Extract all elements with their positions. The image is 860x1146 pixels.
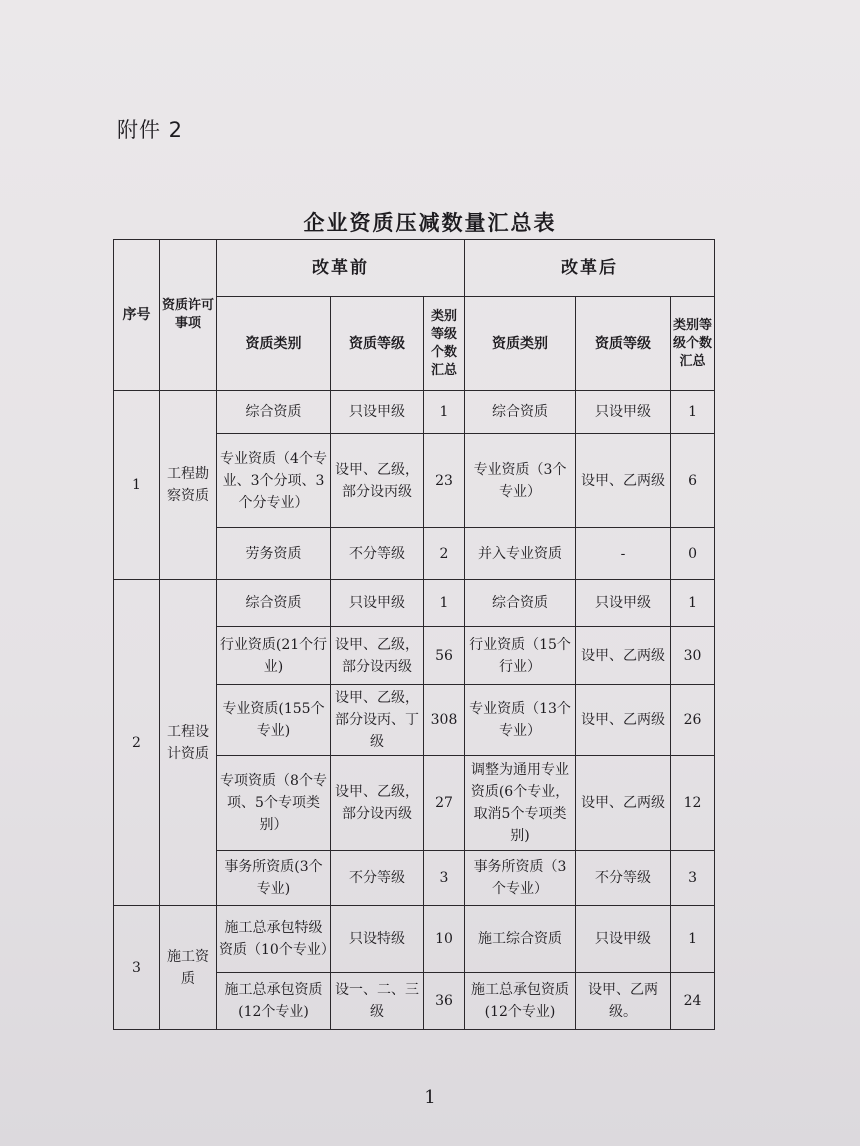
after-count-cell: 26 (671, 685, 715, 756)
after-category-cell: 专业资质（13个专业） (465, 685, 576, 756)
after-category-cell: 综合资质 (465, 580, 576, 627)
before-count-cell: 3 (424, 851, 465, 906)
before-category-cell: 综合资质 (217, 580, 331, 627)
before-count-cell: 308 (424, 685, 465, 756)
after-category-cell: 并入专业资质 (465, 528, 576, 580)
before-count-cell: 23 (424, 434, 465, 528)
after-grade-cell: 不分等级 (576, 851, 671, 906)
after-grade-cell: 设甲、乙两级 (576, 685, 671, 756)
after-grade-cell: 设甲、乙两级 (576, 627, 671, 685)
after-category-cell: 行业资质（15个行业） (465, 627, 576, 685)
permit-cell: 工程勘察资质 (160, 391, 217, 580)
after-count-cell: 6 (671, 434, 715, 528)
after-grade-cell: 设甲、乙两级 (576, 756, 671, 851)
header-before-reform: 改革前 (217, 240, 465, 297)
header-after-reform: 改革后 (465, 240, 715, 297)
attachment-label: 附件 2 (117, 118, 184, 142)
permit-cell: 工程设计资质 (160, 580, 217, 906)
table-title: 企业资质压减数量汇总表 (303, 211, 557, 235)
header-after-grade: 资质等级 (576, 297, 671, 391)
before-count-cell: 2 (424, 528, 465, 580)
seq-cell: 1 (114, 391, 160, 580)
after-grade-cell: 设甲、乙两级 (576, 434, 671, 528)
after-category-cell: 施工综合资质 (465, 906, 576, 973)
before-grade-cell: 不分等级 (331, 851, 424, 906)
after-count-cell: 3 (671, 851, 715, 906)
after-count-cell: 1 (671, 391, 715, 434)
after-count-cell: 12 (671, 756, 715, 851)
header-after-category: 资质类别 (465, 297, 576, 391)
after-count-cell: 1 (671, 580, 715, 627)
before-count-cell: 27 (424, 756, 465, 851)
before-count-cell: 56 (424, 627, 465, 685)
qualification-summary-table (113, 239, 715, 1030)
header-before-count: 类别等级个数汇总 (424, 297, 465, 391)
before-grade-cell: 只设特级 (331, 906, 424, 973)
header-before-grade: 资质等级 (331, 297, 424, 391)
before-category-cell: 行业资质(21个行业) (217, 627, 331, 685)
after-grade-cell: 只设甲级 (576, 580, 671, 627)
before-category-cell: 施工总承包资质(12个专业) (217, 973, 331, 1030)
before-grade-cell: 设甲、乙级，部分设丙级 (331, 434, 424, 528)
table-row (114, 391, 715, 434)
header-permit-item: 资质许可事项 (160, 240, 217, 391)
after-category-cell: 事务所资质（3个专业） (465, 851, 576, 906)
before-category-cell: 综合资质 (217, 391, 331, 434)
before-grade-cell: 设甲、乙级，部分设丙、丁级 (331, 685, 424, 756)
before-grade-cell: 设甲、乙级，部分设丙级 (331, 627, 424, 685)
after-count-cell: 30 (671, 627, 715, 685)
before-grade-cell: 只设甲级 (331, 391, 424, 434)
before-grade-cell: 不分等级 (331, 528, 424, 580)
after-grade-cell: 只设甲级 (576, 391, 671, 434)
before-grade-cell: 只设甲级 (331, 580, 424, 627)
permit-cell: 施工资质 (160, 906, 217, 1030)
before-category-cell: 事务所资质(3个专业) (217, 851, 331, 906)
after-grade-cell: 只设甲级 (576, 906, 671, 973)
seq-cell: 3 (114, 906, 160, 1030)
before-grade-cell: 设一、二、三级 (331, 973, 424, 1030)
page-number: 1 (424, 1087, 436, 1108)
before-category-cell: 专业资质（4个专业、3个分项、3个分专业） (217, 434, 331, 528)
after-count-cell: 24 (671, 973, 715, 1030)
after-category-cell: 施工总承包资质(12个专业) (465, 973, 576, 1030)
before-category-cell: 施工总承包特级资质（10个专业） (217, 906, 331, 973)
before-category-cell: 专业资质(155个专业) (217, 685, 331, 756)
after-category-cell: 专业资质（3个专业） (465, 434, 576, 528)
before-count-cell: 10 (424, 906, 465, 973)
after-category-cell: 综合资质 (465, 391, 576, 434)
header-before-category: 资质类别 (217, 297, 331, 391)
after-count-cell: 1 (671, 906, 715, 973)
before-grade-cell: 设甲、乙级，部分设丙级 (331, 756, 424, 851)
after-grade-cell: - (576, 528, 671, 580)
table-row (114, 906, 715, 973)
before-category-cell: 劳务资质 (217, 528, 331, 580)
before-count-cell: 36 (424, 973, 465, 1030)
after-grade-cell: 设甲、乙两级。 (576, 973, 671, 1030)
table-row (114, 580, 715, 627)
before-count-cell: 1 (424, 391, 465, 434)
before-count-cell: 1 (424, 580, 465, 627)
header-after-count: 类别等级个数汇总 (671, 297, 715, 391)
seq-cell: 2 (114, 580, 160, 906)
header-seq: 序号 (114, 240, 160, 391)
before-category-cell: 专项资质（8个专项、5个专项类别） (217, 756, 331, 851)
after-category-cell: 调整为通用专业资质(6个专业，取消5个专项类别) (465, 756, 576, 851)
after-count-cell: 0 (671, 528, 715, 580)
